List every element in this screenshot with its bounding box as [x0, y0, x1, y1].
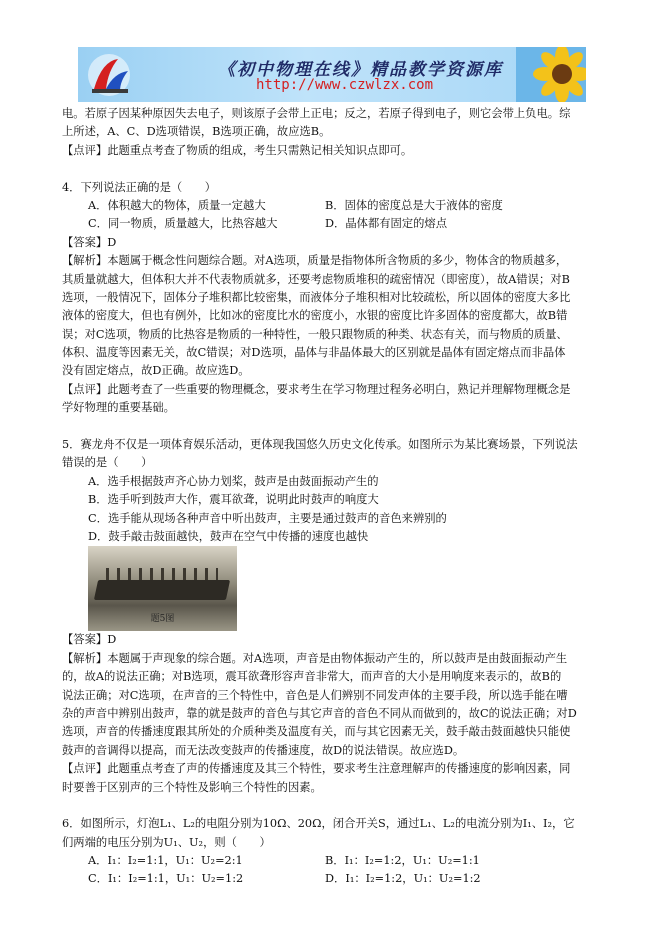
comment-line: 【点评】此题重点考查了物质的组成，考生只需熟记相关知识点即可。	[62, 143, 413, 157]
option-c: C．选手能从现场各种声音中听出鼓声，主要是通过鼓声的音色来辨别的	[88, 511, 447, 525]
banner-url: http://www.czwlzx.com	[256, 77, 434, 93]
question-4-options-row	[62, 197, 602, 215]
option-d: D．鼓手敲击鼓面越快，鼓声在空气中传播的速度也越快	[88, 529, 369, 543]
text-line: 上所述，A、C、D选项错误，B选项正确，故应选B。	[62, 125, 331, 139]
analysis-line: 没有固定熔点，故D正确。故应选D。	[62, 364, 250, 378]
question-6-stem: 们两端的电压分别为U₁、U₂，则（ ）	[62, 835, 271, 849]
option-b: B．选手听到鼓声大作，震耳欲聋，说明此时鼓声的响度大	[88, 493, 379, 507]
comment-line: 【点评】此题重点考查了声的传播速度及其三个特性，要求考生注意理解声的传播速度的影响因素，同	[62, 762, 571, 776]
analysis-line: 体积、温度等因素无关，故C错误；对D选项，晶体与非晶体最大的区别就是晶体有固定熔点而非晶体	[62, 346, 566, 360]
analysis-line: 的，故A的说法正确；对B选项，震耳欲聋形容声音非常大，而声音的大小是用响度来表示的，故B的	[62, 670, 562, 684]
analysis-line: 选项，声音的传播速度跟其所处的介质种类及温度有关，而与其它因素无关，鼓手敲击鼓面越快只能使	[62, 725, 571, 739]
question-5-stem: 错误的是（ ）	[62, 456, 153, 470]
analysis-line: 选项，一般情况下，固体分子堆积都比较密集，而液体分子堆积相对比较疏松，所以固体的密度大多比	[62, 290, 571, 304]
option-a: A．选手根据鼓声齐心协力划桨，鼓声是由鼓面振动产生的	[88, 474, 379, 488]
header-banner	[78, 47, 586, 102]
question-4-stem: 4．下列说法正确的是（ ）	[62, 180, 217, 194]
comment-line: 学好物理的重要基础。	[62, 401, 175, 415]
option-b: B．I₁：I₂=1:2，U₁：U₂=1:1	[325, 854, 480, 868]
document-body	[62, 105, 602, 889]
banner-title: 《初中物理在线》精品教学资源库	[218, 60, 503, 80]
analysis-line: 鼓声的音调得以提高，而无法改变鼓声的传播速度，故D的说法错误。故应选D。	[62, 743, 465, 757]
sunflower-icon	[516, 47, 586, 102]
analysis-line: 说法正确；对C选项，在声音的三个特性中，音色是人们辨别不同发声体的主要手段，所以选手能在嘈	[62, 688, 568, 702]
analysis-line: 其质量就越大，但体积大并不代表物质就多，还要考虑物质堆积的疏密情况（即密度），故A错误；对B	[62, 272, 570, 286]
analysis-line: 误；对C选项，物质的比热容是物质的一种特性，一般只跟物质的种类、状态有关，而与物质的质量、	[62, 327, 568, 341]
option-a: A．I₁：I₂=1:1，U₁：U₂=2:1	[88, 854, 243, 868]
dragon-boat-figure	[88, 546, 237, 631]
analysis-line: 【解析】本题属于概念性问题综合题。对A选项，质量是指物体所含物质的多少，物体含的物质越多，	[62, 254, 568, 268]
comment-line: 时要善于区别声的三个特性及影响三个特性的因素。	[62, 780, 322, 794]
text-line: 电。若原子因某种原因失去电子，则该原子会带上正电；反之，若原子得到电子，则它会带上负电。综	[62, 107, 571, 120]
option-d: D．晶体都有固定的熔点	[325, 217, 448, 231]
option-a: A．体积越大的物体，质量一定越大	[88, 198, 266, 212]
analysis-line: 杂的声音中辨别出鼓声，靠的就是鼓声的音色与其它声音的音色不同从而做到的，故C的说法正确；对D	[62, 706, 577, 720]
question-4-options-row	[62, 215, 602, 233]
question-6-options-row	[62, 870, 602, 888]
question-6-options-row	[62, 852, 602, 870]
option-b: B．固体的密度总是大于液体的密度	[325, 198, 503, 212]
option-d: D．I₁：I₂=1:2，U₁：U₂=1:2	[325, 872, 481, 886]
answer-line: 【答案】D	[62, 633, 117, 647]
option-c: C．同一物质，质量越大，比热容越大	[88, 217, 278, 231]
analysis-line: 【解析】本题属于声现象的综合题。对A选项，声音是由物体振动产生的，所以鼓声是由鼓面振动产生	[62, 651, 568, 665]
comment-line: 【点评】此题考查了一些重要的物理概念，要求考生在学习物理过程务必明白，熟记并理解物理概念是	[62, 382, 571, 396]
question-6-stem: 6．如图所示，灯泡L₁、L₂的电阻分别为10Ω、20Ω，闭合开关S，通过L₁、L₂的电流分别为I₁、I₂，它	[62, 817, 575, 831]
answer-line: 【答案】D	[62, 235, 117, 249]
analysis-line: 液体的密度大，但也有例外，比如冰的密度比水的密度小，水银的密度比许多固体的密度都大，故B错	[62, 309, 568, 323]
site-logo-icon	[84, 51, 134, 98]
figure-caption: 题5图	[150, 613, 175, 624]
question-5-stem: 5．赛龙舟不仅是一项体育娱乐活动，更体现我国悠久历史文化传承。如图所示为某比赛场景，下列说法	[62, 438, 578, 452]
option-c: C．I₁：I₂=1:1，U₁：U₂=1:2	[88, 872, 244, 886]
